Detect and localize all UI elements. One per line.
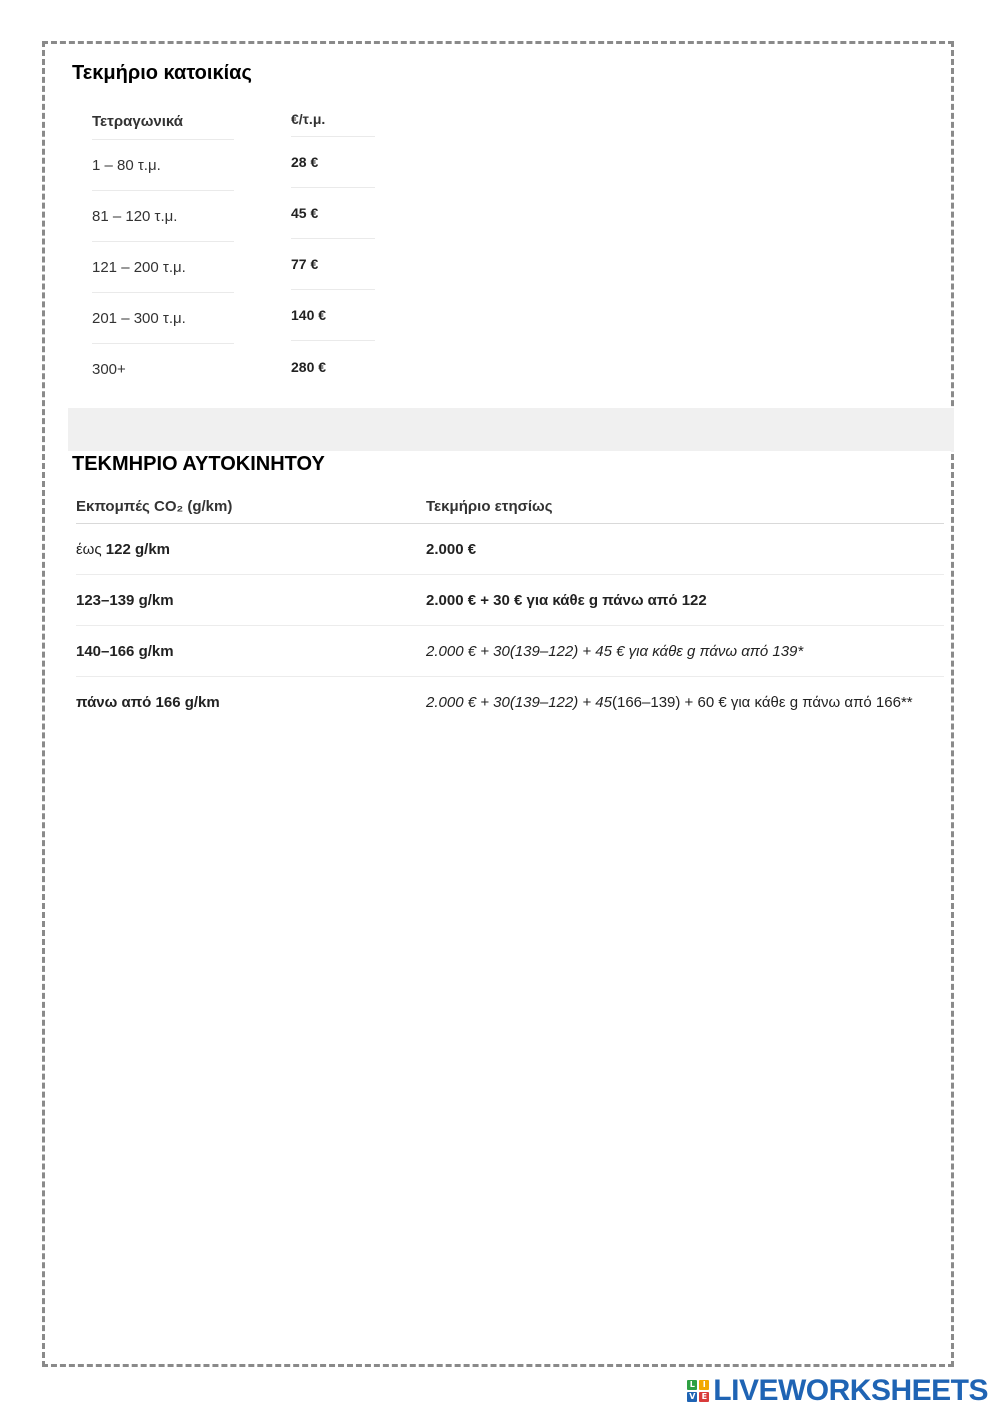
emissions-prefix: έως — [76, 540, 106, 558]
emissions-range: 122 g/km — [105, 540, 171, 558]
area-cell: 81 – 120 τ.μ. — [92, 191, 234, 242]
house-table — [92, 104, 376, 395]
logo-letter: I — [699, 1380, 709, 1390]
emissions-cell: πάνω από 166 g/km — [76, 694, 220, 711]
area-cell: 1 – 80 τ.μ. — [92, 140, 234, 191]
presumption-cell: 2.000 € + 30(139–122) + 45 € για κάθε g πάνω από 139* — [426, 642, 804, 660]
car-table-header — [76, 490, 944, 524]
price-cell: 77 € — [291, 239, 375, 290]
area-cell: 121 – 200 τ.μ. — [92, 242, 234, 293]
table-row — [76, 575, 944, 626]
house-section-title: Τεκμήριο κατοικίας — [72, 62, 252, 84]
presumption-formula-rest: (166–139) + 60 € για κάθε g πάνω από 166** — [612, 694, 913, 711]
area-cell: 300+ — [92, 361, 126, 378]
logo-letter: E — [699, 1392, 709, 1402]
area-cell: 201 – 300 τ.μ. — [92, 293, 234, 344]
header-area: Τετραγωνικά — [92, 104, 234, 140]
table-row — [92, 293, 376, 344]
header-price: €/τ.μ. — [291, 101, 375, 137]
house-table-header — [92, 104, 376, 140]
table-row — [92, 242, 376, 293]
presumption-cell: 2.000 € + 30 € για κάθε g πάνω από 122 — [426, 591, 707, 609]
table-row — [76, 677, 944, 728]
logo-letter: L — [687, 1380, 697, 1390]
liveworksheets-logo-icon — [687, 1380, 709, 1402]
presumption-cell: 2.000 € — [426, 540, 477, 558]
price-cell: 280 € — [291, 358, 327, 375]
section-divider-band — [68, 408, 954, 451]
table-row — [92, 140, 376, 191]
logo-text: LIVEWORKSHEETS — [713, 1374, 988, 1407]
presumption-cell — [426, 694, 944, 711]
price-cell: 28 € — [291, 137, 375, 188]
table-row — [92, 344, 376, 395]
table-row — [76, 626, 944, 677]
price-cell: 140 € — [291, 290, 375, 341]
table-row — [92, 191, 376, 242]
price-cell: 45 € — [291, 188, 375, 239]
table-row — [76, 524, 944, 575]
logo-letter: V — [689, 1392, 696, 1401]
emissions-cell — [76, 541, 426, 558]
liveworksheets-logo[interactable] — [687, 1374, 988, 1408]
emissions-cell: 140–166 g/km — [76, 642, 174, 660]
presumption-formula-italic: 2.000 € + 30(139–122) + 45 — [426, 694, 612, 711]
emissions-cell: 123–139 g/km — [76, 591, 174, 609]
header-emissions: Εκπομπές CO₂ (g/km) — [76, 498, 233, 515]
header-annual-presumption: Τεκμήριο ετησίως — [426, 498, 553, 515]
car-section-title: ΤΕΚΜΗΡΙΟ ΑΥΤΟΚΙΝΗΤΟΥ — [72, 453, 325, 475]
car-table — [76, 490, 944, 728]
